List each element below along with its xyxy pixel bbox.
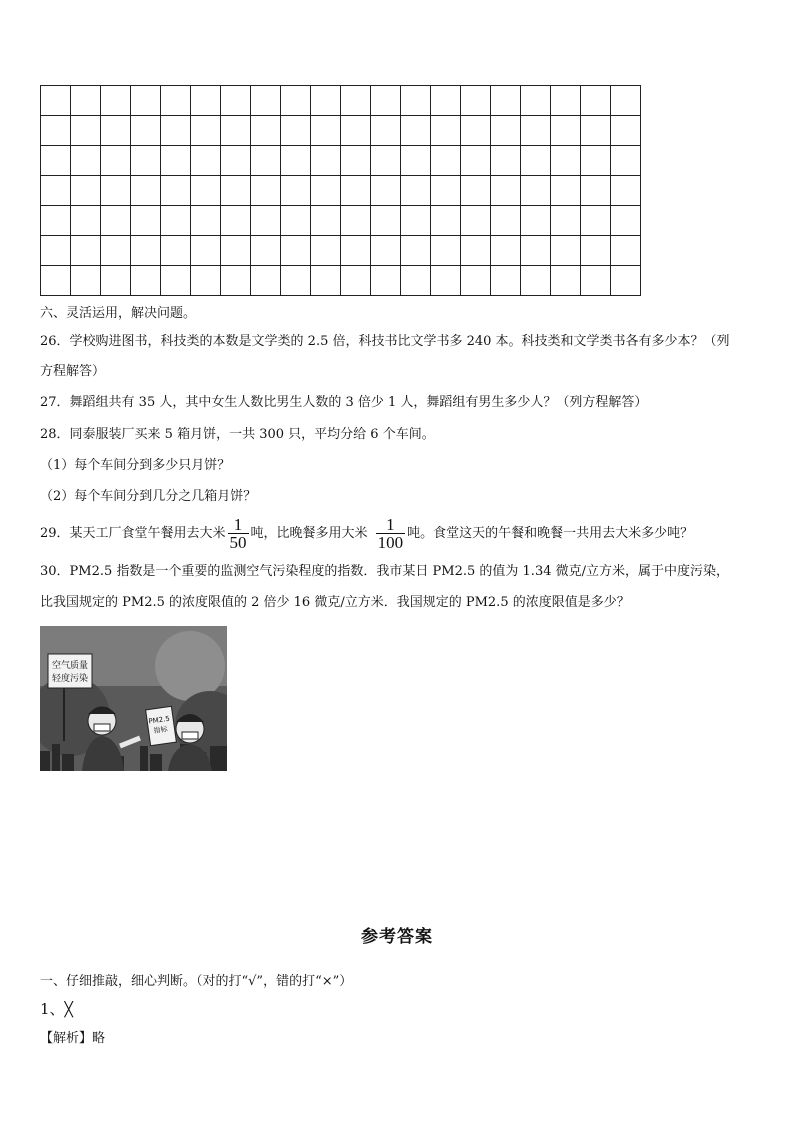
grid-cell [191,236,221,266]
grid-cell [281,86,311,116]
grid-cell [251,176,281,206]
analysis [40,1031,105,1047]
grid-cell [161,206,191,236]
grid-cell [371,116,401,146]
fraction-denominator: 100 [377,533,404,552]
grid-cell [341,266,371,296]
q29-part2: 吨，比晚餐多用大米 [250,526,368,541]
q28-sub2: （2）每个车间分到几分之几箱月饼？ [40,489,257,504]
grid-cell [341,206,371,236]
grid-cell [341,146,371,176]
fraction-numerator: 1 [386,515,395,534]
q30-line2: 比我国规定的 PM2.5 的浓度限值的 2 倍少 16 微克/立方米．我国规定的 PM2.5 的浓度限值是多少？ [40,595,630,610]
grid-cell [401,206,431,236]
grid-cell [521,266,551,296]
grid-cell [341,236,371,266]
grid-cell [371,176,401,206]
grid-cell [251,236,281,266]
answers-title: 参考答案 [361,927,433,947]
q28-text: 28．同泰服装厂买来 5 箱月饼，一共 300 只，平均分给 6 个车间。 [40,427,435,442]
grid-cell [221,146,251,176]
grid-cell [581,206,611,236]
grid-cell [131,176,161,206]
grid-cell [341,176,371,206]
grid-cell [581,86,611,116]
answers-section1: 一、仔细推敲，细心判断。（对的打“√”，错的打“×”） [40,974,353,989]
grid-cell [461,176,491,206]
grid-cell [371,86,401,116]
grid-cell [101,176,131,206]
grid-cell [611,116,641,146]
grid-cell [461,116,491,146]
grid-cell [161,236,191,266]
grid-cell [611,206,641,236]
grid-cell [131,146,161,176]
grid-cell [131,236,161,266]
grid-cell [251,206,281,236]
section6-heading: 六、灵活运用，解决问题。 [40,306,197,321]
grid-cell [521,206,551,236]
grid-cell [461,266,491,296]
fraction-denominator: 50 [229,533,247,552]
grid-cell [131,206,161,236]
grid-cell [71,86,101,116]
grid-cell [71,206,101,236]
q29-part1: 29．某天工厂食堂午餐用去大米 [40,526,226,541]
grid-cell [191,146,221,176]
grid-cell [251,146,281,176]
grid-cell [221,86,251,116]
grid-cell [431,176,461,206]
grid-cell [521,86,551,116]
grid-cell [431,266,461,296]
grid-cell [371,146,401,176]
grid-cell [191,116,221,146]
grid-cell [461,236,491,266]
grid-cell [551,236,581,266]
cross-mark-icon: ╳ [64,1002,73,1018]
grid-cell [431,236,461,266]
grid-cell [71,116,101,146]
grid-cell [521,176,551,206]
grid-cell [491,176,521,206]
grid-cell [311,266,341,296]
answer-item-1 [40,1000,73,1019]
grid-cell [161,176,191,206]
grid-cell [461,86,491,116]
grid-cell [41,116,71,146]
grid-cell [281,206,311,236]
grid-cell [101,86,131,116]
grid-cell [461,206,491,236]
grid-cell [521,116,551,146]
grid-cell [161,266,191,296]
grid-cell [371,236,401,266]
grid-cell [221,236,251,266]
grid-cell [581,236,611,266]
grid-cell [131,86,161,116]
grid-cell [101,266,131,296]
grid-cell [161,86,191,116]
grid-cell [161,146,191,176]
grid-cell [71,176,101,206]
grid-cell [281,176,311,206]
grid-cell [431,86,461,116]
grid-cell [191,86,221,116]
grid-cell [41,176,71,206]
grid-cell [491,266,521,296]
answer-item-number: 1、 [40,1000,65,1018]
grid-cell [221,116,251,146]
fraction-1-100 [376,516,406,551]
q29 [40,516,693,552]
grid-cell [431,206,461,236]
q30-line1: 30．PM2.5 指数是一个重要的监测空气污染程度的指数．我市某日 PM2.5 的值为 1.34 微克/立方米，属于中度污染， [40,564,729,579]
grid-cell [131,116,161,146]
grid-cell [221,206,251,236]
grid-cell [41,86,71,116]
grid-cell [611,266,641,296]
grid-cell [41,266,71,296]
grid-cell [251,86,281,116]
grid-cells [40,85,641,296]
grid-cell [491,146,521,176]
grid-cell [551,116,581,146]
grid-cell [611,146,641,176]
grid-cell [491,86,521,116]
grid-cell [371,206,401,236]
grid-cell [41,236,71,266]
grid-cell [521,236,551,266]
grid-cell [101,236,131,266]
grid-cell [71,236,101,266]
doc-line2: 指标 [153,725,169,736]
analysis-label: 【解析】 [40,1031,93,1046]
grid-cell [251,116,281,146]
grid-cell [431,116,461,146]
grid-cell [281,116,311,146]
grid-cell [581,266,611,296]
grid-cell [401,146,431,176]
q28-sub1: （1）每个车间分到多少只月饼？ [40,458,231,473]
grid-cell [311,146,341,176]
grid-cell [611,86,641,116]
grid-cell [431,146,461,176]
grid-cell [401,86,431,116]
grid-cell [341,86,371,116]
sign-line1: 空气质量 [51,661,89,671]
fraction-1-50 [228,516,249,551]
grid-cell [71,266,101,296]
grid-cell [281,266,311,296]
grid-cell [41,206,71,236]
grid-cell [101,116,131,146]
grid-cell [611,236,641,266]
grid-cell [491,236,521,266]
grid-cell [521,146,551,176]
grid-cell [101,146,131,176]
grid-cell [611,176,641,206]
grid-cell [401,116,431,146]
grid-cell [581,176,611,206]
grid-cell [581,116,611,146]
q26-line2: 方程解答） [40,364,106,379]
grid-cell [191,266,221,296]
grid-cell [221,266,251,296]
grid-cell [551,176,581,206]
grid-cell [401,236,431,266]
grid-cell [311,86,341,116]
grid-cell [371,266,401,296]
grid-cell [71,146,101,176]
grid-cell [551,86,581,116]
grid-cell [41,146,71,176]
grid-cell [101,206,131,236]
grid-cell [491,206,521,236]
grid-cell [131,266,161,296]
grid-cell [401,176,431,206]
fraction-numerator: 1 [233,515,243,534]
doc-line1: PM2.5 [148,714,171,726]
grid-cell [281,146,311,176]
grid-cell [311,116,341,146]
q29-part3: 吨。食堂这天的午餐和晚餐一共用去大米多少吨？ [407,526,694,541]
grid-cell [401,266,431,296]
q27-text: 27．舞蹈组共有 35 人，其中女生人数比男生人数的 3 倍少 1 人，舞蹈组有男生多少人？（列方程解答） [40,395,648,410]
grid-cell [491,116,521,146]
q26-line1: 26．学校购进图书，科技类的本数是文学类的 2.5 倍，科技书比文学书多 240 本。科技类和文学类书各有多少本？（列 [40,334,730,349]
grid-cell [581,146,611,176]
sign-line2: 轻度污染 [51,674,89,684]
grid-cell [281,236,311,266]
grid-cell [251,266,281,296]
analysis-text: 略 [92,1031,106,1046]
grid-cell [311,176,341,206]
grid-cell [341,116,371,146]
grid-cell [461,146,491,176]
grid-cell [191,206,221,236]
grid-cell [551,146,581,176]
grid-cell [311,206,341,236]
grid-cell [221,176,251,206]
grid-cell [311,236,341,266]
grid-cell [161,116,191,146]
grid-cell [551,206,581,236]
grid-cell [551,266,581,296]
grid-cell [191,176,221,206]
pollution-illustration [40,626,227,771]
writing-grid [40,85,641,296]
